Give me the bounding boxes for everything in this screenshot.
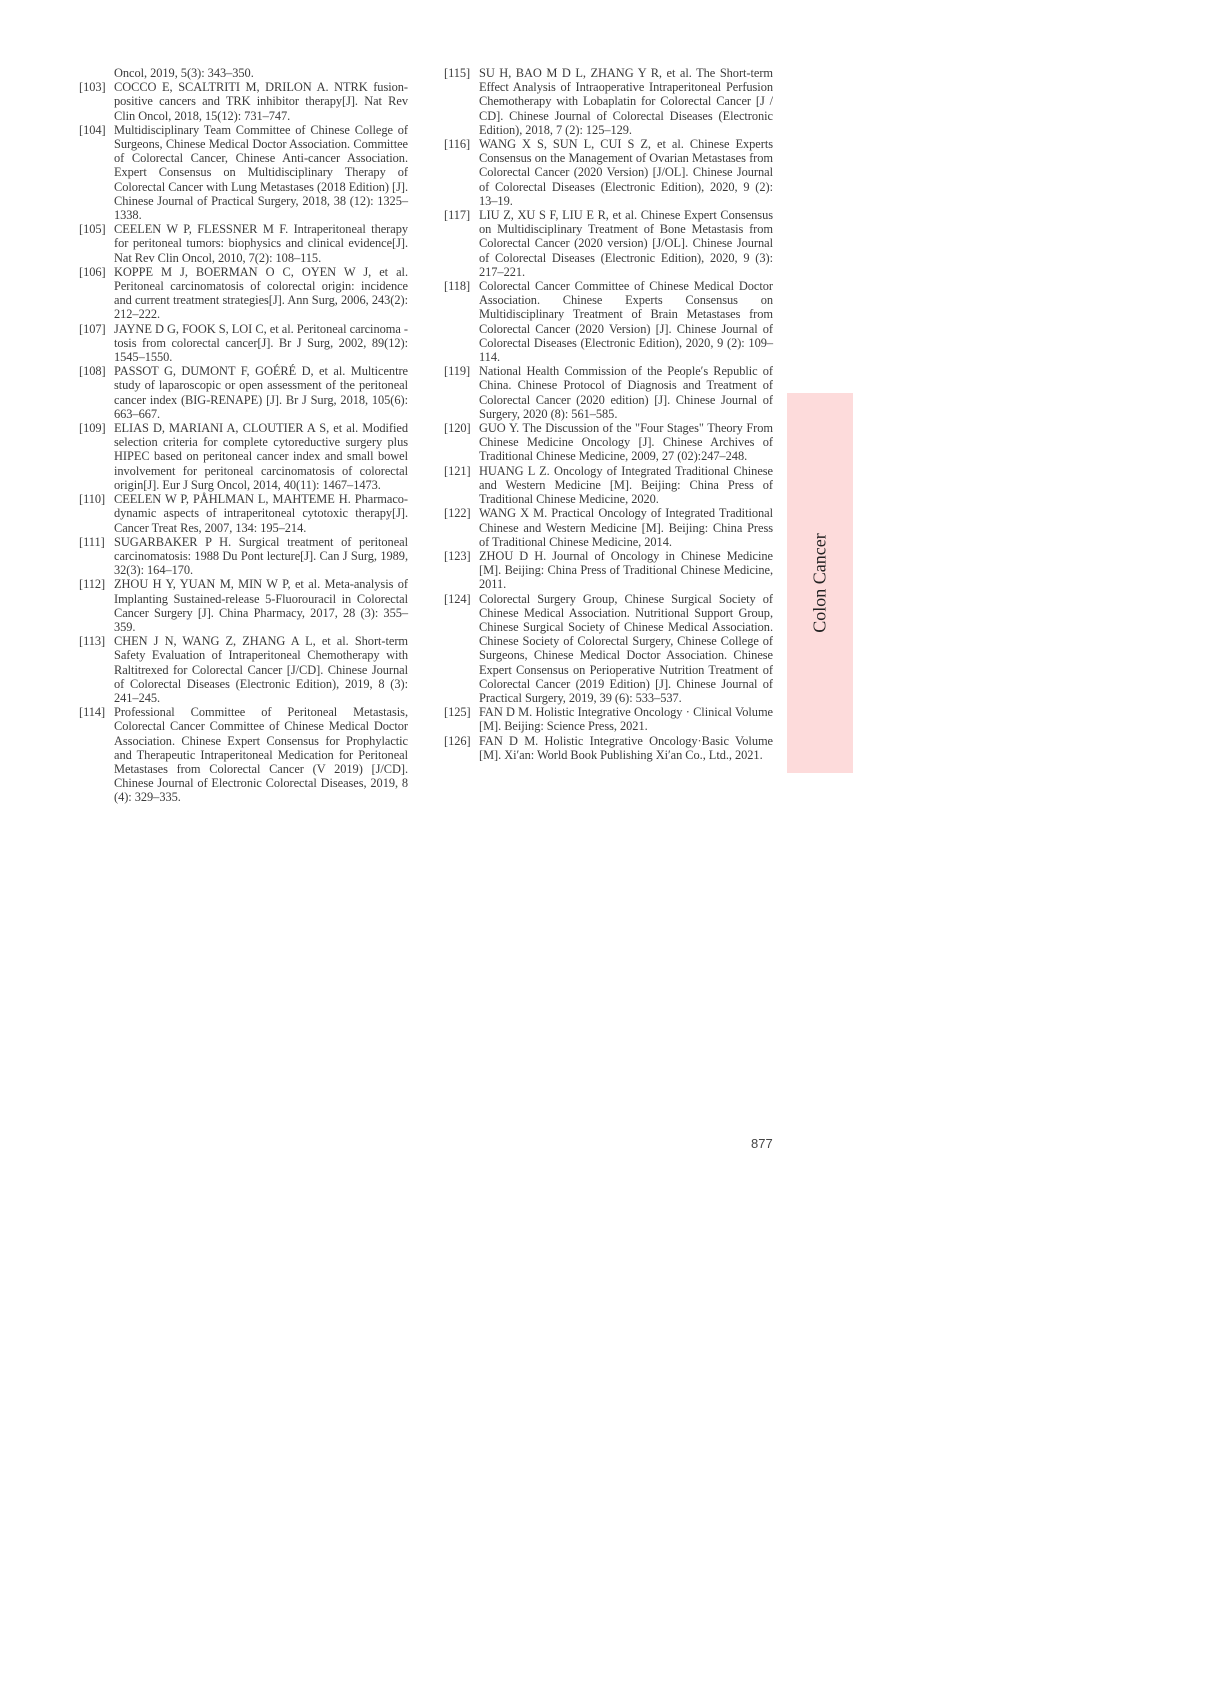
reference-text: Colorectal Cancer Committee of Chinese Medical Doctor Association. Chinese Experts Consensus on Multidisciplinary Treatment of Brain Metastases from Colorectal Cancer (2020 Version) [J]. Chinese Journal of Colorectal Diseases (Electronic Edition), 2020, 9 (2): 109–114. xyxy=(479,279,773,365)
reference-continuation: Oncol, 2019, 5(3): 343–350. xyxy=(114,66,254,80)
reference-list-right xyxy=(444,66,773,762)
reference-entry xyxy=(79,265,408,322)
reference-entry xyxy=(444,279,773,364)
reference-entry xyxy=(79,577,408,634)
reference-entry xyxy=(79,421,408,492)
reference-text: CEELEN W P, PÅHLMAN L, MAHTEME H. Pharmaco-dynamic aspects of intraperitoneal cytotoxic therapy[J]. Cancer Treat Res, 2007, 134: 195–214. xyxy=(114,492,408,535)
reference-entry xyxy=(79,705,408,804)
reference-number: [108] xyxy=(79,364,106,379)
reference-text: Professional Committee of Peritoneal Metastasis, Colorectal Cancer Committee of Chinese Medical Doctor Association. Chinese Expert Consensus for Prophylactic and Therapeutic Intraperitoneal Medication for Peritoneal Metastases from Colorectal Cancer (V 2019) [J/CD]. Chinese Journal of Electronic Colorectal Diseases, 2019, 8 (4): 329–335. xyxy=(114,705,408,805)
reference-number: [106] xyxy=(79,264,106,279)
reference-text: FAN D M. Holistic Integrative Oncology · Clinical Volume [M]. Beijing: Science Press, 2021. xyxy=(479,705,773,734)
reference-number: [111] xyxy=(79,534,105,549)
reference-text: SUGARBAKER P H. Surgical treatment of peritoneal carcinomatosis: 1988 Du Pont lecture[J]. Can J Surg, 1989, 32(3): 164–170. xyxy=(114,534,408,578)
section-side-tab-label: Colon Cancer xyxy=(809,533,830,633)
reference-number: [114] xyxy=(79,705,106,720)
reference-number: [104] xyxy=(79,122,106,137)
reference-number: [119] xyxy=(444,364,471,379)
reference-text: National Health Commission of the People′s Republic of China. Chinese Protocol of Diagnosis and Treatment of Colorectal Cancer (2020 edition) [J]. Chinese Journal of Surgery, 2020 (8): 561–585. xyxy=(479,364,773,421)
section-side-tab xyxy=(787,393,853,773)
reference-number: [112] xyxy=(79,577,106,592)
reference-column-right xyxy=(444,66,773,762)
reference-number: [125] xyxy=(444,705,471,720)
reference-entry xyxy=(79,123,408,222)
reference-text: HUANG L Z. Oncology of Integrated Traditional Chinese and Western Medicine [M]. Beijing: China Press of Traditional Chinese Medicine, 2020. xyxy=(479,463,773,507)
reference-text: PASSOT G, DUMONT F, GOÉRÉ D, et al. Multicentre study of laparoscopic or open assessment of the peritoneal cancer index (BIG-RENAPE) [J]. Br J Surg, 2018, 105(6): 663–667. xyxy=(114,364,408,421)
reference-text: Colorectal Surgery Group, Chinese Surgical Society of Chinese Medical Association. Nutritional Support Group, Chinese Surgical Society of Chinese Medical Association. Chinese Society of Colorectal Surgery, Chinese College of Surgeons, Chinese Medical Doctor Association. Chinese Expert Consensus on Perioperative Nutrition Treatment of Colorectal Cancer (2019 Edition) [J]. Chinese Journal of Practical Surgery, 2019, 39 (6): 533–537. xyxy=(479,591,773,705)
reference-text: JAYNE D G, FOOK S, LOI C, et al. Peritoneal carcinoma - tosis from colorectal cancer[J]. Br J Surg, 2002, 89(12): 1545–1550. xyxy=(114,321,408,365)
reference-text: ZHOU D H. Journal of Oncology in Chinese Medicine [M]. Beijing: China Press of Traditional Chinese Medicine, 2011. xyxy=(479,548,773,592)
reference-entry xyxy=(79,492,408,535)
reference-number: [115] xyxy=(444,66,471,80)
reference-number: [116] xyxy=(444,137,471,152)
reference-entry xyxy=(444,506,773,549)
reference-entry xyxy=(444,66,773,137)
reference-entry xyxy=(444,592,773,706)
reference-entry xyxy=(79,364,408,421)
reference-text: ZHOU H Y, YUAN M, MIN W P, et al. Meta-analysis of Implanting Sustained-release 5-Fluorouracil in Colorectal Cancer Surgery [J]. China Pharmacy, 2017, 28 (3): 355–359. xyxy=(114,577,408,634)
reference-text: CHEN J N, WANG Z, ZHANG A L, et al. Short-term Safety Evaluation of Intraperitoneal Chemotherapy with Raltitrexed for Colorectal Cancer [J/CD]. Chinese Journal of Colorectal Diseases (Electronic Edition), 2019, 8 (3): 241–245. xyxy=(114,634,408,705)
reference-number: [121] xyxy=(444,463,471,478)
reference-number: [126] xyxy=(444,733,471,748)
reference-number: [103] xyxy=(79,80,106,95)
reference-text: SU H, BAO M D L, ZHANG Y R, et al. The Short-term Effect Analysis of Intraoperative Intraperitoneal Perfusion Chemotherapy with Lobaplatin for Colorectal Cancer [J / CD]. Chinese Journal of Colorectal Diseases (Electronic Edition), 2018, 7 (2): 125–129. xyxy=(479,66,773,137)
reference-entry xyxy=(444,364,773,421)
reference-number: [124] xyxy=(444,591,471,606)
reference-text: Multidisciplinary Team Committee of Chinese College of Surgeons, Chinese Medical Doctor Association. Committee of Colorectal Cancer, Chinese Anti-cancer Association. Expert Consensus on Multidisciplinary Therapy of Colorectal Cancer with Lung Metastases (2018 Edition) [J]. Chinese Journal of Practical Surgery, 2018, 38 (12): 1325–1338. xyxy=(114,122,408,223)
reference-text: COCCO E, SCALTRITI M, DRILON A. NTRK fusion-positive cancers and TRK inhibitor therapy[J]. Nat Rev Clin Oncol, 2018, 15(12): 731–747. xyxy=(114,80,408,123)
reference-entry xyxy=(79,634,408,705)
reference-number: [107] xyxy=(79,321,106,336)
reference-number: [105] xyxy=(79,222,106,237)
reference-number: [120] xyxy=(444,421,471,436)
reference-text: KOPPE M J, BOERMAN O C, OYEN W J, et al. Peritoneal carcinomatosis of colorectal origin: incidence and current treatment strategies[J]. Ann Surg, 2006, 243(2): 212–222. xyxy=(114,264,408,322)
reference-entry xyxy=(444,208,773,279)
reference-number: [123] xyxy=(444,548,471,563)
page-number: 877 xyxy=(751,1136,773,1151)
reference-number: [122] xyxy=(444,506,471,521)
reference-text: GUO Y. The Discussion of the "Four Stages" Theory From Chinese Medicine Oncology [J]. Chinese Archives of Traditional Chinese Medicine, 2009, 27 (02):247–248. xyxy=(479,421,773,464)
reference-number: [118] xyxy=(444,279,471,294)
reference-number: [109] xyxy=(79,421,106,436)
reference-text: WANG X M. Practical Oncology of Integrated Traditional Chinese and Western Medicine [M]. Beijing: China Press of Traditional Chinese Medicine, 2014. xyxy=(479,506,773,549)
reference-number: [117] xyxy=(444,208,471,223)
reference-entry xyxy=(444,549,773,592)
reference-entry xyxy=(79,322,408,365)
reference-entry xyxy=(79,535,408,578)
reference-text: LIU Z, XU S F, LIU E R, et al. Chinese Expert Consensus on Multidisciplinary Treatment of Bone Metastasis from Colorectal Cancer (2020 version) [J/OL]. Chinese Journal of Colorectal Diseases (Electronic Edition), 2020, 9 (3): 217–221. xyxy=(479,208,773,279)
reference-entry xyxy=(444,705,773,733)
reference-entry xyxy=(444,734,773,762)
reference-number: [110] xyxy=(79,492,106,507)
reference-text: CEELEN W P, FLESSNER M F. Intraperitoneal therapy for peritoneal tumors: biophysics and clinical evidence[J]. Nat Rev Clin Oncol, 2010, 7(2): 108–115. xyxy=(114,222,408,265)
reference-entry xyxy=(79,80,408,123)
reference-number: [113] xyxy=(79,634,106,649)
reference-entry xyxy=(444,421,773,464)
reference-list-left xyxy=(79,80,408,804)
reference-text: FAN D M. Holistic Integrative Oncology·Basic Volume [M]. Xi′an: World Book Publishing Xi′an Co., Ltd., 2021. xyxy=(479,733,773,762)
reference-entry xyxy=(79,222,408,265)
reference-column-left xyxy=(79,66,408,805)
reference-text: WANG X S, SUN L, CUI S Z, et al. Chinese Experts Consensus on the Management of Ovarian Metastases from Colorectal Cancer (2020 Version) [J/OL]. Chinese Journal of Colorectal Diseases (Electronic Edition), 2020, 9 (2): 13–19. xyxy=(479,137,773,208)
reference-text: ELIAS D, MARIANI A, CLOUTIER A S, et al. Modified selection criteria for complete cytoreductive surgery plus HIPEC based on peritoneal cancer index and small bowel involvement for peritoneal carcinomatosis of colorectal origin[J]. Eur J Surg Oncol, 2014, 40(11): 1467–1473. xyxy=(114,421,408,492)
reference-entry xyxy=(444,464,773,507)
reference-entry xyxy=(444,137,773,208)
